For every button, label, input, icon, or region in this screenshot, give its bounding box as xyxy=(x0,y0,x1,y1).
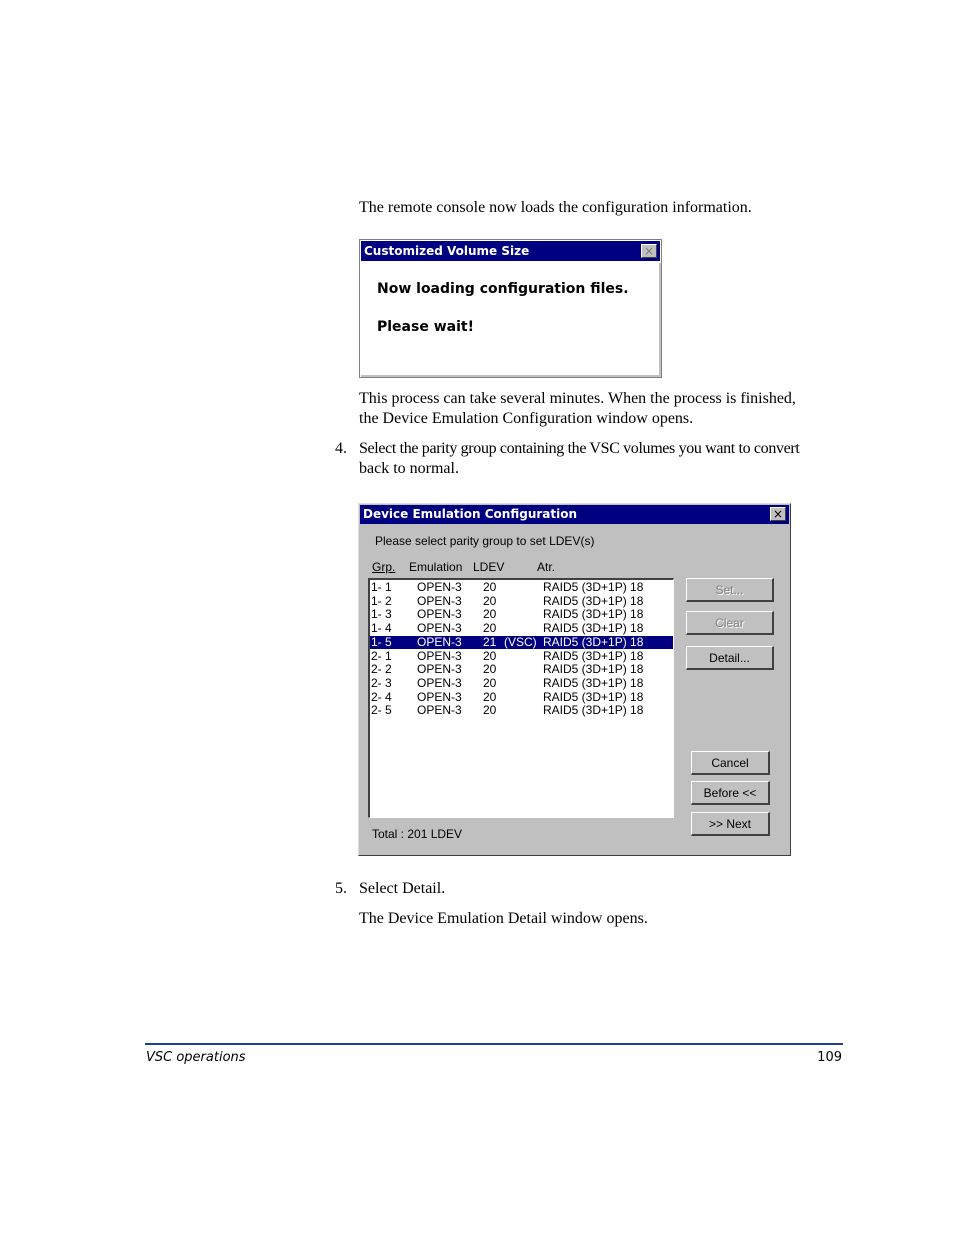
row-atr: RAID5 (3D+1P) 18 xyxy=(543,648,644,663)
row-grp: 1- 2 xyxy=(371,593,392,608)
row-grp: 2- 5 xyxy=(371,703,392,718)
row-atr: RAID5 (3D+1P) 18 xyxy=(543,607,644,622)
step-4-text: Select the parity group containing the VSC volumes you want to convert xyxy=(359,440,800,457)
total-ldev: Total : 201 LDEV xyxy=(372,827,463,841)
row-grp: 1- 1 xyxy=(371,580,392,594)
step-5-text: Select Detail. xyxy=(359,880,446,897)
row-ldev: 20 xyxy=(483,580,497,594)
row-atr: RAID5 (3D+1P) 18 xyxy=(543,703,644,718)
row-ldev: 20 xyxy=(483,607,497,622)
row-atr: RAID5 (3D+1P) 18 xyxy=(543,634,644,649)
close-icon[interactable]: × xyxy=(770,507,786,521)
row-atr: RAID5 (3D+1P) 18 xyxy=(543,580,644,594)
column-header-atr: Atr. xyxy=(537,560,556,574)
table-row[interactable] xyxy=(370,595,673,609)
row-grp: 2- 2 xyxy=(371,662,392,677)
table-row[interactable] xyxy=(370,677,673,691)
row-grp: 2- 1 xyxy=(371,648,392,663)
loading-dialog xyxy=(359,239,662,378)
device-emulation-dialog xyxy=(358,503,791,856)
row-atr: RAID5 (3D+1P) 18 xyxy=(543,675,644,690)
table-row[interactable] xyxy=(370,636,673,650)
loading-message: Now loading configuration files. xyxy=(377,281,629,297)
row-emulation: OPEN-3 xyxy=(417,607,462,622)
table-row[interactable] xyxy=(370,622,673,636)
result-text: The Device Emulation Detail window opens. xyxy=(359,910,648,927)
set-button[interactable]: Set... xyxy=(686,578,774,602)
row-ldev: 20 xyxy=(483,703,497,718)
table-row[interactable] xyxy=(370,608,673,622)
process-text-2: the Device Emulation Configuration window opens. xyxy=(359,410,694,427)
clear-button[interactable]: Clear xyxy=(686,611,774,635)
row-emulation: OPEN-3 xyxy=(417,689,462,704)
row-emulation: OPEN-3 xyxy=(417,634,462,649)
select-prompt: Please select parity group to set LDEV(s) xyxy=(375,534,595,548)
before-button[interactable]: Before << xyxy=(691,781,770,805)
footer-rule xyxy=(145,1043,843,1045)
row-atr: RAID5 (3D+1P) 18 xyxy=(543,689,644,704)
footer-section: VSC operations xyxy=(146,1050,246,1065)
table-row[interactable] xyxy=(370,650,673,664)
row-ldev: 21 xyxy=(483,634,497,649)
loading-dialog-title: Customized Volume Size xyxy=(361,241,660,261)
row-emulation: OPEN-3 xyxy=(417,621,462,636)
column-header-grp: Grp. xyxy=(372,560,396,574)
intro-text: The remote console now loads the configuration information. xyxy=(359,199,752,216)
next-button[interactable]: >> Next xyxy=(691,812,770,836)
row-ldev: 20 xyxy=(483,648,497,663)
row-ldev: 20 xyxy=(483,675,497,690)
table-row[interactable] xyxy=(370,581,673,595)
step-5-number: 5. xyxy=(335,880,347,897)
row-atr: RAID5 (3D+1P) 18 xyxy=(543,662,644,677)
row-grp: 1- 5 xyxy=(371,634,392,649)
row-atr: RAID5 (3D+1P) 18 xyxy=(543,593,644,608)
wait-message: Please wait! xyxy=(377,319,474,335)
column-header-ldev: LDEV xyxy=(473,560,505,574)
step-4-text-cont: back to normal. xyxy=(359,460,459,477)
column-header-emulation: Emulation xyxy=(409,560,463,574)
row-grp: 2- 4 xyxy=(371,689,392,704)
row-emulation: OPEN-3 xyxy=(417,593,462,608)
row-atr: RAID5 (3D+1P) 18 xyxy=(543,621,644,636)
row-grp: 1- 3 xyxy=(371,607,392,622)
page-number: 109 xyxy=(817,1050,842,1065)
row-emulation: OPEN-3 xyxy=(417,662,462,677)
table-row[interactable] xyxy=(370,691,673,705)
table-row[interactable] xyxy=(370,663,673,677)
row-emulation: OPEN-3 xyxy=(417,648,462,663)
process-text-1: This process can take several minutes. When the process is finished, xyxy=(359,390,796,407)
row-grp: 2- 3 xyxy=(371,675,392,690)
step-4-number: 4. xyxy=(335,440,347,457)
close-icon[interactable]: × xyxy=(641,244,657,258)
row-emulation: OPEN-3 xyxy=(417,675,462,690)
row-grp: 1- 4 xyxy=(371,621,392,636)
cancel-button[interactable]: Cancel xyxy=(691,751,770,775)
row-ldev: 20 xyxy=(483,593,497,608)
table-row[interactable] xyxy=(370,704,673,718)
device-emulation-title: Device Emulation Configuration xyxy=(360,505,789,524)
row-emulation: OPEN-3 xyxy=(417,580,462,594)
row-ldev: 20 xyxy=(483,621,497,636)
row-emulation: OPEN-3 xyxy=(417,703,462,718)
row-vsc: (VSC) xyxy=(504,634,537,649)
parity-group-list[interactable] xyxy=(368,578,674,818)
row-ldev: 20 xyxy=(483,689,497,704)
row-ldev: 20 xyxy=(483,662,497,677)
detail-button[interactable]: Detail... xyxy=(686,646,774,670)
